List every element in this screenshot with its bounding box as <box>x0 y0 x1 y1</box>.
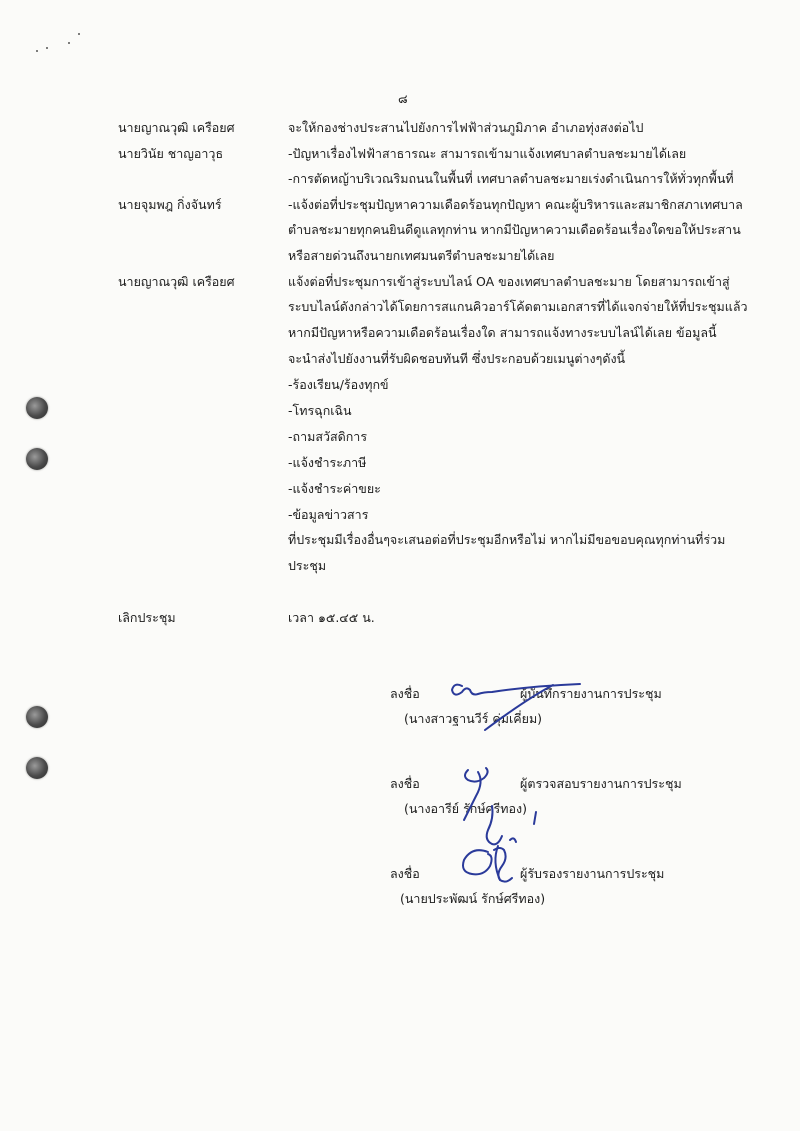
sign-label: ลงชื่อ <box>390 776 420 791</box>
signature-mark <box>463 850 492 874</box>
signer-role: ผู้รับรองรายงานการประชุม <box>520 866 665 881</box>
page-number: ๘ <box>398 91 408 106</box>
menu-item: -แจ้งชำระภาษี <box>288 455 367 470</box>
speaker-name: นายญาณวุฒิ เครือยศ <box>118 120 235 135</box>
signer-role: ผู้บันทึกรายงานการประชุม <box>520 686 662 701</box>
speaker-name: นายวินัย ชาญอาวุธ <box>118 146 224 161</box>
closing-label: เลิกประชุม <box>118 610 176 625</box>
sign-label: ลงชื่อ <box>390 866 420 881</box>
signer-name: (นางสาวฐานวีร์ คุ่มเคี่ยม) <box>404 711 543 726</box>
signature-mark <box>510 838 516 842</box>
minutes-line: -การตัดหญ้าบริเวณริมถนนในพื้นที่ เทศบาลตำบลชะมายเร่งดำเนินการให้ทั่วทุกพื้นที่ <box>288 171 734 186</box>
minutes-line: ตำบลชะมายทุกคนยินดีดูแลทุกท่าน หากมีปัญหาความเดือดร้อนเรื่องใดขอให้ประสาน <box>288 222 741 237</box>
minutes-line: จะนำส่งไปยังงานที่รับผิดชอบทันที ซึ่งประกอบด้วยเมนูต่างๆดังนี้ <box>288 351 626 366</box>
minutes-line: -ปัญหาเรื่องไฟฟ้าสาธารณะ สามารถเข้ามาแจ้งเทศบาลตำบลชะมายได้เลย <box>288 146 687 161</box>
minutes-line: หรือสายด่วนถึงนายกเทศมนตรีตำบลชะมายได้เลย <box>288 248 555 263</box>
signature-mark <box>534 812 536 824</box>
speaker-name: นายญาณวุฒิ เครือยศ <box>118 274 235 289</box>
minutes-line: ระบบไลน์ดังกล่าวได้โดยการสแกนคิวอาร์โค้ดตามเอกสารที่ได้แจกจ่ายให้ที่ประชุมแล้ว <box>288 299 748 314</box>
menu-item: -แจ้งชำระค่าขยะ <box>288 481 381 496</box>
minutes-line: จะให้กองช่างประสานไปยังการไฟฟ้าส่วนภูมิภาค อำเภอทุ่งสงต่อไป <box>288 120 644 135</box>
signer-name: (นายประพัฒน์ รักษ์ศรีทอง) <box>400 891 546 906</box>
speaker-name: นายจุมพฎ กิ่งจันทร์ <box>118 197 222 212</box>
signer-name: (นางอารีย์ รักษ์ศรีทอง) <box>404 801 527 816</box>
signer-role: ผู้ตรวจสอบรายงานการประชุม <box>520 776 682 791</box>
closing-time: เวลา ๑๕.๔๕ น. <box>288 610 375 625</box>
signature-mark <box>487 806 502 844</box>
minutes-line: -แจ้งต่อที่ประชุมปัญหาความเดือดร้อนทุกปัญหา คณะผู้บริหารและสมาชิกสภาเทศบาล <box>288 197 743 212</box>
signature-mark <box>452 684 580 695</box>
minutes-line: แจ้งต่อที่ประชุมการเข้าสู่ระบบไลน์ OA ของเทศบาลตำบลชะมาย โดยสามารถเข้าสู่ <box>288 274 730 289</box>
minutes-line: หากมีปัญหาหรือความเดือดร้อนเรื่องใด สามารถแจ้งทางระบบไลน์ได้เลย ข้อมูลนี้ <box>288 325 717 340</box>
sign-label: ลงชื่อ <box>390 686 420 701</box>
menu-item: -โทรฉุกเฉิน <box>288 403 352 418</box>
menu-item: -ร้องเรียน/ร้องทุกข์ <box>288 377 389 392</box>
signature-mark <box>465 768 488 782</box>
minutes-line: ประชุม <box>288 558 327 573</box>
menu-item: -ถามสวัสดิการ <box>288 429 368 444</box>
menu-item: -ข้อมูลข่าวสาร <box>288 507 369 522</box>
minutes-line: ที่ประชุมมีเรื่องอื่นๆจะเสนอต่อที่ประชุมอีกหรือไม่ หากไม่มีขอขอบคุณทุกท่านที่ร่วม <box>288 532 726 547</box>
